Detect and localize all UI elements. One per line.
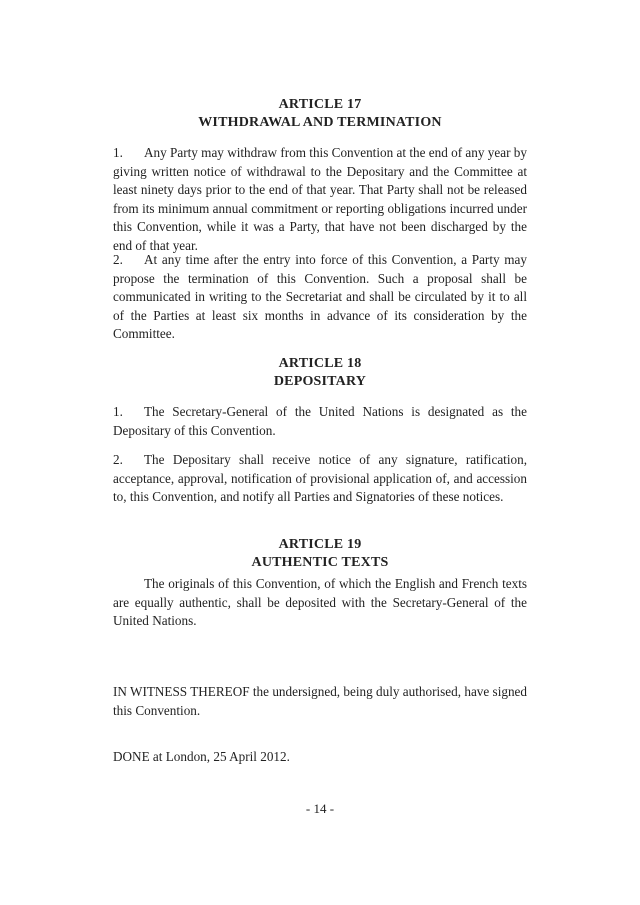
paragraph-text: At any time after the entry into force of this Convention, a Party may propose the termination of this Convention. Such a proposal shall be communicated in writing to the Secretariat and shall be circulated by it to all of the Parties at least six months in advance of its consideration by the Committee. (113, 252, 527, 342)
page-number: - 14 - (305, 801, 335, 816)
article-19-heading (0, 536, 640, 572)
article-17-number: ARTICLE 17 (278, 97, 362, 112)
article-18-paragraph-2 (113, 451, 527, 507)
article-18-heading (0, 355, 640, 391)
article-19-number: ARTICLE 19 (278, 537, 362, 552)
article-19-title: AUTHENTIC TEXTS (251, 555, 389, 570)
paragraph-text: The Secretary-General of the United Nations is designated as the Depositary of this Convention. (113, 404, 527, 438)
done-clause: DONE at London, 25 April 2012. (113, 749, 290, 764)
article-19-paragraph (113, 575, 527, 631)
paragraph-number: 2. (113, 452, 123, 467)
paragraph-text: Any Party may withdraw from this Convention at the end of any year by giving written notice of withdrawal to the Depositary and the Committee at least ninety days prior to the end of that year. That Party shall not be released from its minimum annual commitment or reporting obligations incurred under this Convention, while it was a Party, that have not been discharged by the end of that year. (113, 145, 527, 253)
article-17-paragraph-1 (113, 144, 527, 256)
witness-clause: IN WITNESS THEREOF the undersigned, being duly authorised, have signed this Convention. (113, 684, 527, 718)
paragraph-text: The Depositary shall receive notice of any signature, ratification, acceptance, approval, notification of provisional application of, and accession to, this Convention, and notify all Parties and Signatories of these notices. (113, 452, 527, 505)
paragraph-number: 1. (113, 404, 123, 419)
article-18-paragraph-1 (113, 403, 527, 440)
paragraph-number: 1. (113, 145, 123, 160)
paragraph-text: The originals of this Convention, of which the English and French texts are equally authentic, shall be deposited with the Secretary-General of the United Nations. (113, 576, 527, 629)
article-18-number: ARTICLE 18 (278, 356, 362, 371)
article-17-paragraph-2 (113, 251, 527, 344)
article-18-title: DEPOSITARY (273, 374, 367, 389)
article-17-heading (0, 96, 640, 132)
paragraph-number: 2. (113, 252, 123, 267)
article-17-title: WITHDRAWAL AND TERMINATION (198, 115, 442, 130)
